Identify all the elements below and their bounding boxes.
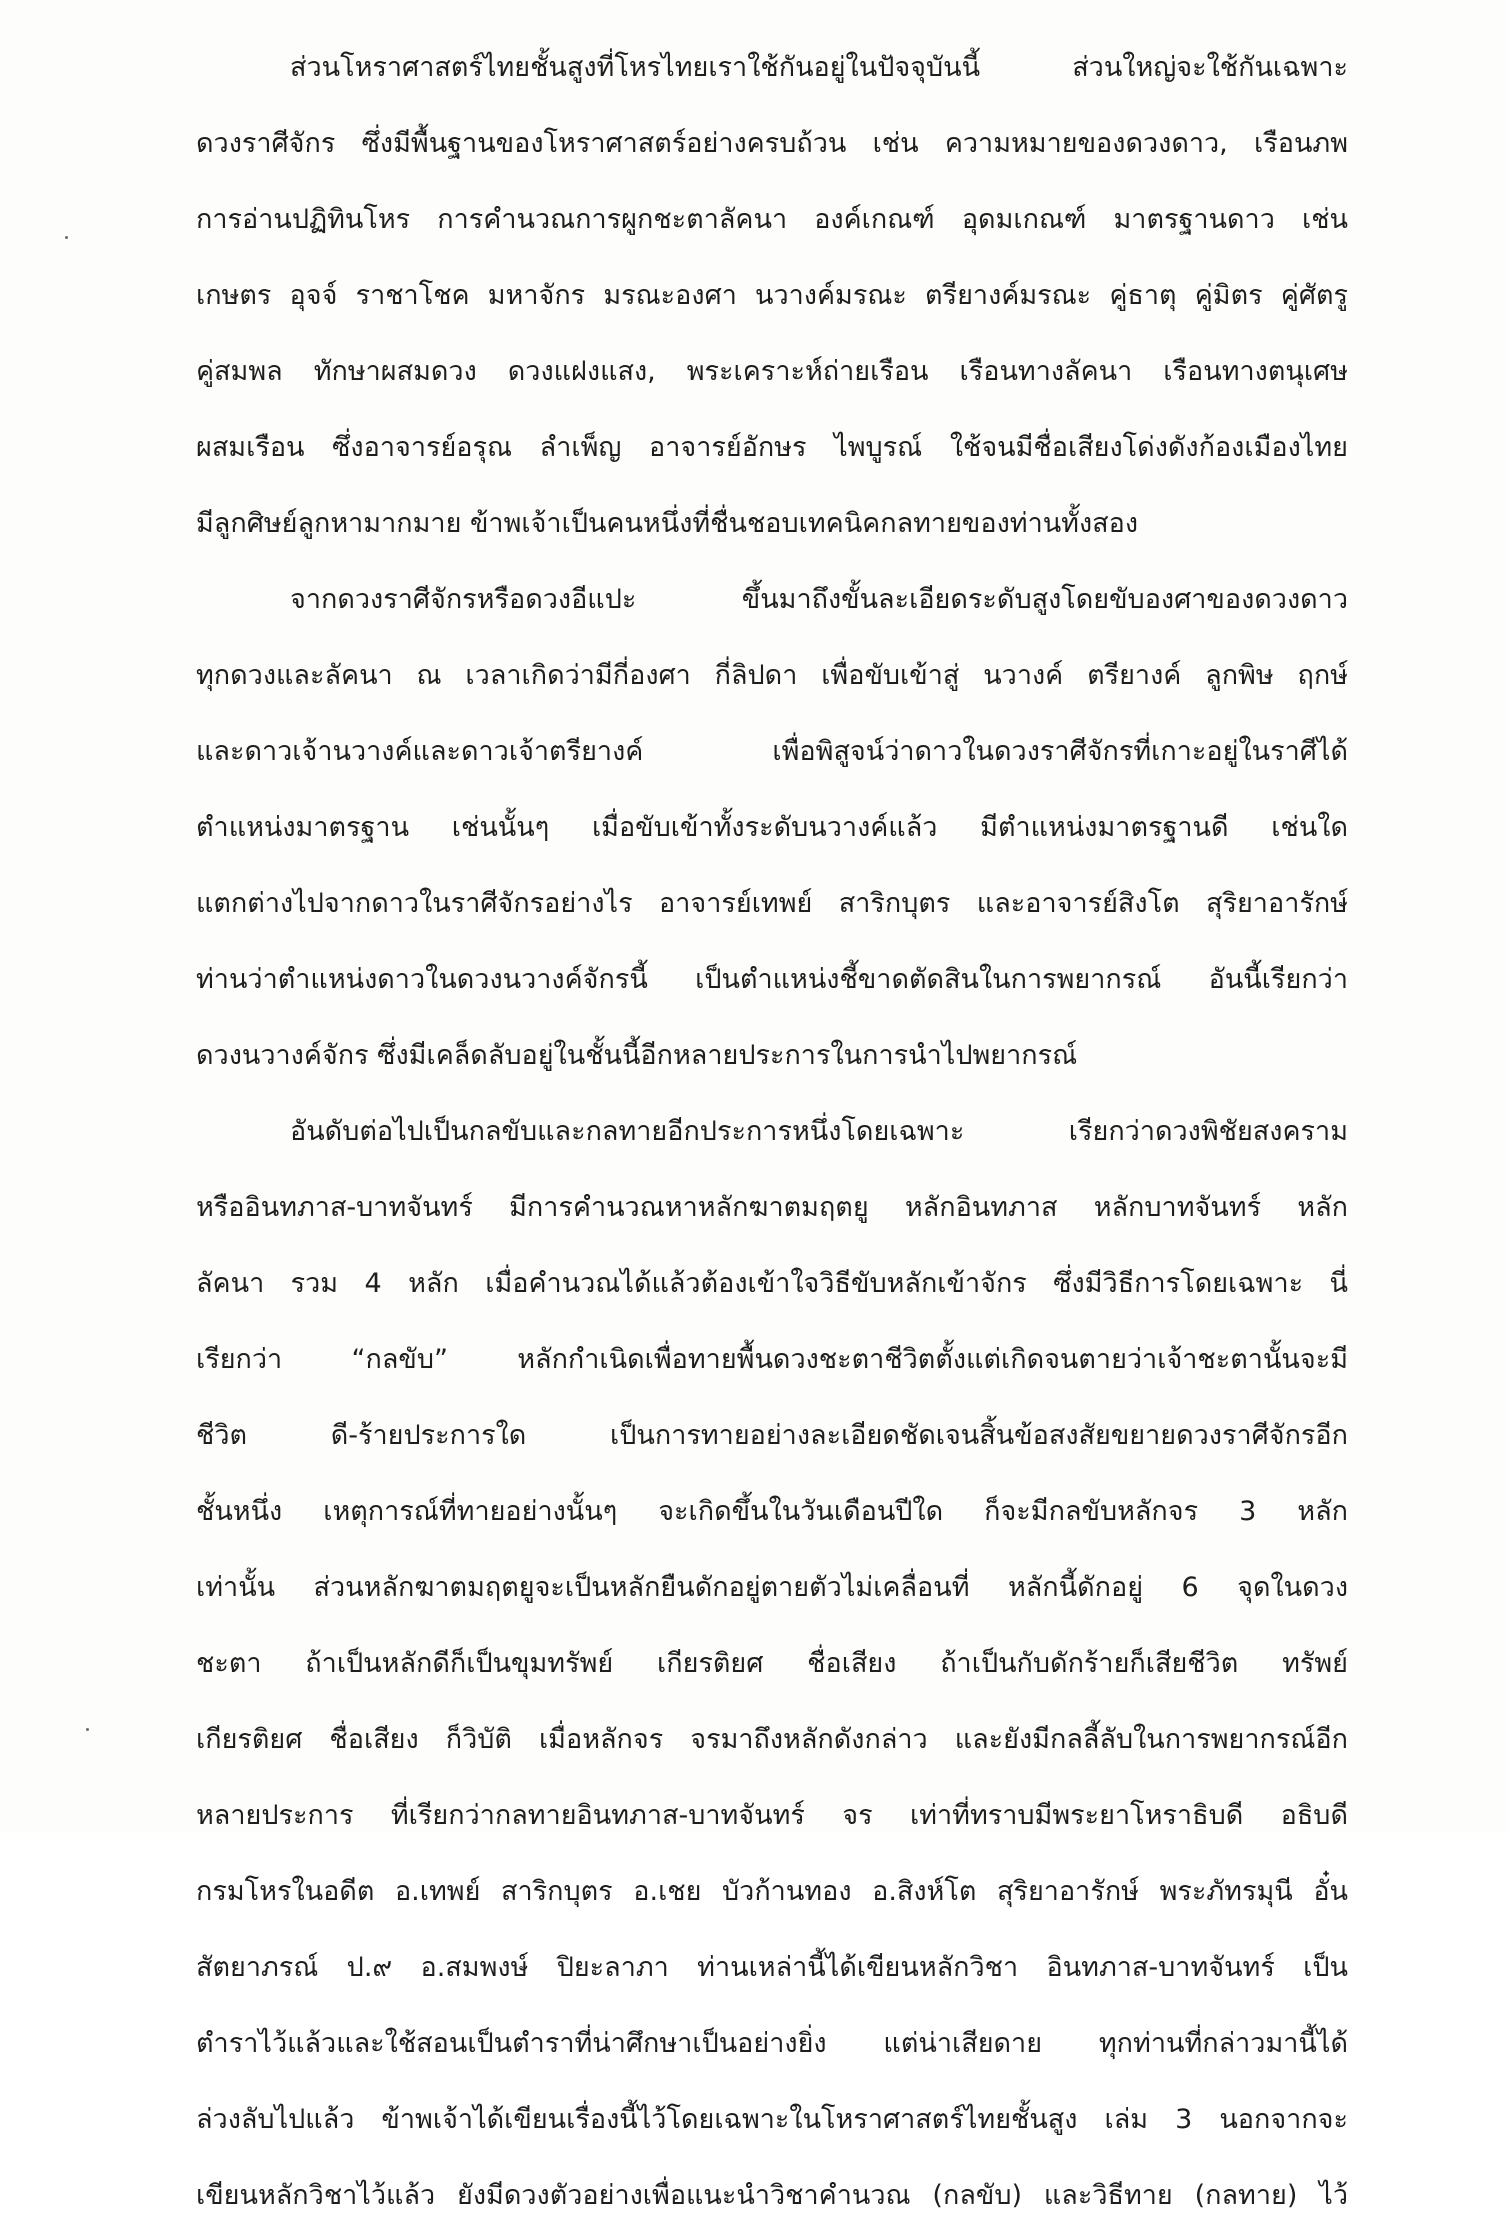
paragraph-3-line-12: สัตยาภรณ์ ป.๙ อ.สมพงษ์ ปิยะลาภา ท่านเหล่านี้ได้เขียนหลักวิชา อินทภาส-บาทจันทร์ เป็น — [196, 1952, 1348, 1983]
paragraph-3-line-9: เกียรติยศ ชื่อเสียง ก็วิบัติ เมื่อหลักจร จรมาถึงหลักดังกล่าว และยังมีกลลี้ลับในการพยากรณ์อีก — [196, 1724, 1348, 1755]
paragraph-3-line-4: เรียกว่า “กลขับ” หลักกำเนิดเพื่อทายพื้นดวงชะตาชีวิตตั้งแต่เกิดจนตายว่าเจ้าชะตานั้นจะมี — [196, 1344, 1348, 1375]
paragraph-3-line-11: กรมโหรในอดีต อ.เทพย์ สาริกบุตร อ.เชย บัวก้านทอง อ.สิงห์โต สุริยาอารักษ์ พระภัทรมุนี อั๋น — [196, 1876, 1348, 1907]
paragraph-2-line-6: ท่านว่าตำแหน่งดาวในดวงนวางค์จักรนี้ เป็นตำแหน่งชี้ขาดตัดสินในการพยากรณ์ อันนี้เรียกว่า — [196, 964, 1348, 995]
paragraph-2-line-7: ดวงนวางค์จักร ซึ่งมีเคล็ดลับอยู่ในชั้นนี้อีกหลายประการในการนำไปพยากรณ์ — [196, 1040, 1078, 1071]
paragraph-1-line-1: ส่วนโหราศาสตร์ไทยชั้นสูงที่โหรไทยเราใช้กันอยู่ในปัจจุบันนี้ ส่วนใหญ่จะใช้กันเฉพาะ — [290, 52, 1348, 83]
paragraph-3-line-14: ล่วงลับไปแล้ว ข้าพเจ้าได้เขียนเรื่องนี้ไว้โดยเฉพาะในโหราศาสตร์ไทยชั้นสูง เล่ม 3 นอกจากจะ — [196, 2104, 1348, 2135]
paragraph-2-line-5: แตกต่างไปจากดาวในราศีจักรอย่างไร อาจารย์เทพย์ สาริกบุตร และอาจารย์สิงโต สุริยาอารักษ์ — [196, 888, 1348, 919]
paragraph-3-line-13: ตำราไว้แล้วและใช้สอนเป็นตำราที่น่าศึกษาเป็นอย่างยิ่ง แต่น่าเสียดาย ทุกท่านที่กล่าวมานี้ได้ — [196, 2028, 1348, 2059]
paragraph-3-line-15: เขียนหลักวิชาไว้แล้ว ยังมีดวงตัวอย่างเพื่อแนะนำวิชาคำนวณ (กลขับ) และวิธีทาย (กลทาย) ไว้ — [196, 2180, 1348, 2211]
paragraph-2-line-1: จากดวงราศีจักรหรือดวงอีแปะ ขึ้นมาถึงขั้นละเอียดระดับสูงโดยขับองศาของดวงดาว — [290, 584, 1348, 615]
paragraph-1-line-7: มีลูกศิษย์ลูกหามากมาย ข้าพเจ้าเป็นคนหนึ่งที่ชื่นชอบเทคนิคกลทายของท่านทั้งสอง — [196, 508, 1139, 539]
paragraph-2-line-4: ตำแหน่งมาตรฐาน เช่นนั้นๆ เมื่อขับเข้าทั้งระดับนวางค์แล้ว มีตำแหน่งมาตรฐานดี เช่นใด — [196, 812, 1348, 843]
paragraph-3-line-7: เท่านั้น ส่วนหลักฆาตมฤตยูจะเป็นหลักยืนดักอยู่ตายตัวไม่เคลื่อนที่ หลักนี้ดักอยู่ 6 จุดในดวง — [196, 1572, 1348, 1603]
paragraph-1-line-3: การอ่านปฏิทินโหร การคำนวณการผูกชะตาลัคนา องค์เกณฑ์ อุดมเกณฑ์ มาตรฐานดาว เช่น — [196, 204, 1348, 235]
scan-speck — [65, 236, 68, 239]
paragraph-3-line-8: ชะตา ถ้าเป็นหลักดีก็เป็นขุมทรัพย์ เกียรติยศ ชื่อเสียง ถ้าเป็นกับดักร้ายก็เสียชีวิต ทรัพย์ — [196, 1648, 1348, 1679]
paragraph-1-line-5: คู่สมพล ทักษาผสมดวง ดวงแฝงแสง, พระเคราะห์ถ่ายเรือน เรือนทางลัคนา เรือนทางตนุเศษ — [196, 356, 1348, 387]
paragraph-1-line-4: เกษตร อุจจ์ ราชาโชค มหาจักร มรณะองศา นวางค์มรณะ ตรียางค์มรณะ คู่ธาตุ คู่มิตร คู่ศัตรู — [196, 280, 1348, 311]
paragraph-3-line-2: หรืออินทภาส-บาทจันทร์ มีการคำนวณหาหลักฆาตมฤตยู หลักอินทภาส หลักบาทจันทร์ หลัก — [196, 1192, 1348, 1223]
paragraph-3-line-1: อันดับต่อไปเป็นกลขับและกลทายอีกประการหนึ่งโดยเฉพาะ เรียกว่าดวงพิชัยสงคราม — [290, 1116, 1348, 1147]
paragraph-3-line-10: หลายประการ ที่เรียกว่ากลทายอินทภาส-บาทจันทร์ จร เท่าที่ทราบมีพระยาโหราธิบดี อธิบดี — [196, 1800, 1348, 1831]
paragraph-3-line-6: ชั้นหนึ่ง เหตุการณ์ที่ทายอย่างนั้นๆ จะเกิดขึ้นในวันเดือนปีใด ก็จะมีกลขับหลักจร 3 หลัก — [196, 1496, 1348, 1527]
scan-speck — [86, 1728, 89, 1731]
paragraph-1-line-6: ผสมเรือน ซึ่งอาจารย์อรุณ ลำเพ็ญ อาจารย์อักษร ไพบูรณ์ ใช้จนมีชื่อเสียงโด่งดังก้องเมืองไทย — [196, 432, 1348, 463]
document-body — [196, 30, 1348, 2234]
paragraph-3-line-3: ลัคนา รวม 4 หลัก เมื่อคำนวณได้แล้วต้องเข้าใจวิธีขับหลักเข้าจักร ซึ่งมีวิธีการโดยเฉพาะ นี่ — [196, 1268, 1348, 1299]
paragraph-1-line-2: ดวงราศีจักร ซึ่งมีพื้นฐานของโหราศาสตร์อย่างครบถ้วน เช่น ความหมายของดวงดาว, เรือนภพ — [196, 128, 1348, 159]
paragraph-2-line-2: ทุกดวงและลัคนา ณ เวลาเกิดว่ามีกี่องศา กี่ลิปดา เพื่อขับเข้าสู่ นวางค์ ตรียางค์ ลูกพิษ ฤกษ์ — [196, 660, 1348, 691]
paragraph-3-line-5: ชีวิต ดี-ร้ายประการใด เป็นการทายอย่างละเอียดชัดเจนสิ้นข้อสงสัยขยายดวงราศีจักรอีก — [196, 1420, 1348, 1451]
paragraph-2-line-3: และดาวเจ้านวางค์และดาวเจ้าตรียางค์ เพื่อพิสูจน์ว่าดาวในดวงราศีจักรที่เกาะอยู่ในราศีได้ — [196, 736, 1348, 767]
